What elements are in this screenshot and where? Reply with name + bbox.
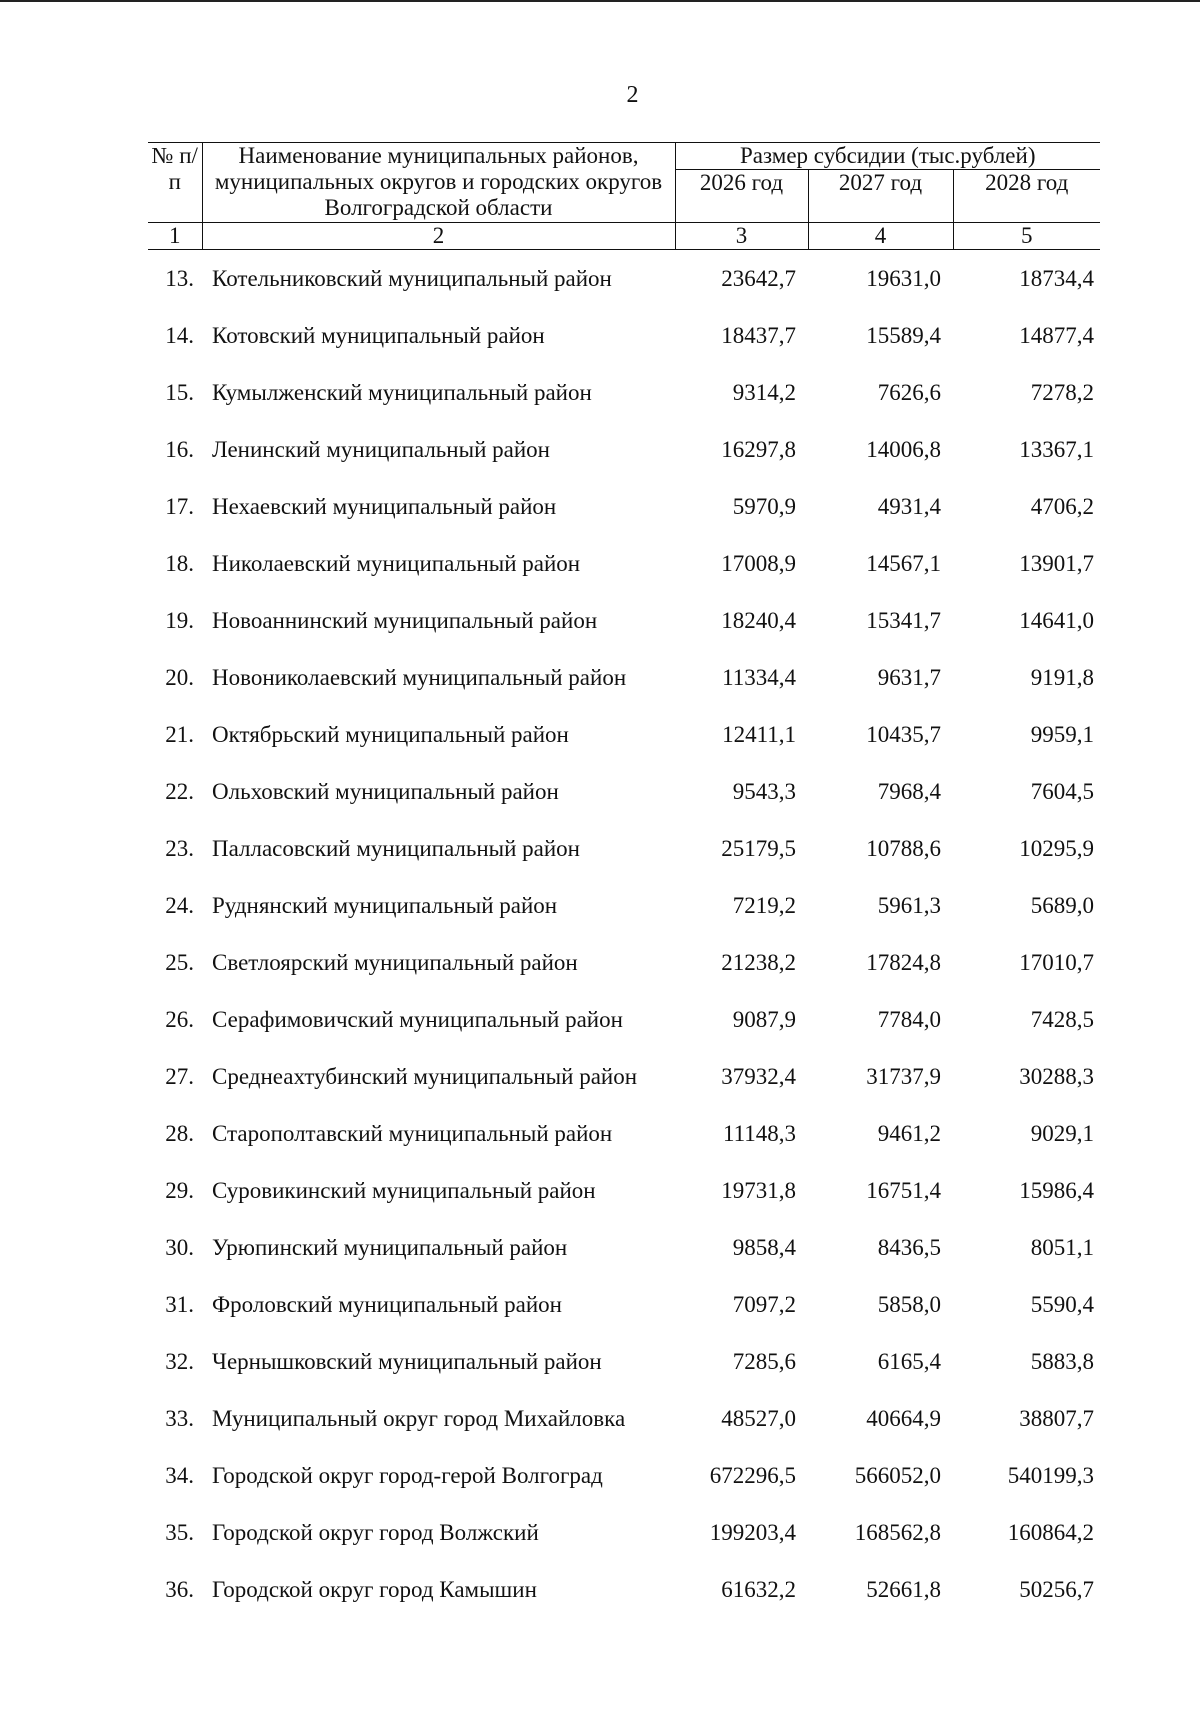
row-value-2028: 7604,5 [1030, 778, 1094, 804]
row-value-2027: 17824,8 [866, 949, 941, 975]
row-value-2027: 16751,4 [866, 1177, 941, 1203]
row-municipality-name: Городской округ город Камышин [212, 1576, 537, 1602]
header-year-2026: 2026 год [675, 170, 808, 223]
row-municipality-name: Суровикинский муниципальный район [212, 1177, 596, 1203]
row-value-2027: 15341,7 [866, 607, 941, 633]
row-number: 15. [165, 379, 194, 405]
row-number: 17. [165, 493, 194, 519]
row-value-2027: 31737,9 [866, 1063, 941, 1089]
header-col-number: № п/п [148, 143, 202, 223]
row-value-2026: 19731,8 [721, 1177, 796, 1203]
header-index-4: 4 [808, 223, 953, 250]
row-number: 31. [165, 1291, 194, 1317]
row-value-2028: 14641,0 [1019, 607, 1094, 633]
row-value-2028: 13901,7 [1019, 550, 1094, 576]
table-row [148, 1390, 1100, 1447]
row-municipality-name: Светлоярский муниципальный район [212, 949, 578, 975]
row-number: 27. [165, 1063, 194, 1089]
row-value-2027: 5961,3 [877, 892, 941, 918]
table-row [148, 934, 1100, 991]
row-municipality-name: Ленинский муниципальный район [212, 436, 550, 462]
row-municipality-name: Старополтавский муниципальный район [212, 1120, 613, 1146]
row-value-2026: 25179,5 [721, 835, 796, 861]
row-value-2028: 5590,4 [1030, 1291, 1094, 1317]
row-value-2026: 48527,0 [721, 1405, 796, 1431]
row-value-2028: 540199,3 [1007, 1462, 1094, 1488]
row-value-2027: 10788,6 [866, 835, 941, 861]
row-value-2028: 9029,1 [1030, 1120, 1094, 1146]
row-number: 26. [165, 1006, 194, 1032]
header-index-3: 3 [675, 223, 808, 250]
table-row [148, 1333, 1100, 1390]
row-number: 24. [165, 892, 194, 918]
row-value-2026: 12411,1 [722, 721, 796, 747]
row-value-2027: 14006,8 [866, 436, 941, 462]
table-row [148, 478, 1100, 535]
header-year-2028: 2028 год [985, 170, 1069, 195]
table-row [148, 706, 1100, 763]
table-row [148, 991, 1100, 1048]
row-value-2027: 7968,4 [877, 778, 941, 804]
row-value-2027: 566052,0 [854, 1462, 941, 1488]
table-row [148, 877, 1100, 934]
row-value-2026: 18437,7 [721, 322, 796, 348]
row-value-2028: 38807,7 [1019, 1405, 1094, 1431]
header-col-name: Наименование муниципальных районов, муниципальных округов и городских округов Волгоградской области [202, 143, 675, 223]
row-value-2028: 4706,2 [1030, 493, 1094, 519]
row-value-2028: 30288,3 [1019, 1063, 1094, 1089]
row-municipality-name: Городской округ город-герой Волгоград [212, 1462, 603, 1488]
row-value-2026: 7219,2 [732, 892, 796, 918]
table-row [148, 1504, 1100, 1561]
row-number: 19. [165, 607, 194, 633]
row-municipality-name: Руднянский муниципальный район [212, 892, 558, 918]
row-number: 16. [165, 436, 194, 462]
row-value-2026: 7285,6 [732, 1348, 796, 1374]
row-number: 21. [165, 721, 194, 747]
row-value-2026: 17008,9 [721, 550, 796, 576]
row-municipality-name: Котовский муниципальный район [212, 322, 545, 348]
table-row [148, 1048, 1100, 1105]
row-value-2028: 9959,1 [1030, 721, 1094, 747]
row-value-2027: 10435,7 [866, 721, 941, 747]
row-value-2028: 17010,7 [1019, 949, 1094, 975]
row-value-2026: 23642,7 [721, 265, 796, 291]
row-value-2027: 7626,6 [877, 379, 941, 405]
row-value-2027: 40664,9 [866, 1405, 941, 1431]
row-value-2027: 19631,0 [866, 265, 941, 291]
row-municipality-name: Фроловский муниципальный район [212, 1291, 562, 1317]
row-value-2027: 9631,7 [877, 664, 941, 690]
row-value-2027: 168562,8 [854, 1519, 941, 1545]
table-row [148, 820, 1100, 877]
row-value-2027: 9461,2 [877, 1120, 941, 1146]
page-number: 2 [626, 82, 639, 108]
row-value-2026: 18240,4 [721, 607, 796, 633]
table-row [148, 1561, 1100, 1618]
header-row-indices [148, 223, 1100, 250]
row-municipality-name: Чернышковский муниципальный район [212, 1348, 602, 1374]
row-value-2027: 5858,0 [877, 1291, 941, 1317]
row-municipality-name: Новониколаевский муниципальный район [212, 664, 627, 690]
row-value-2027: 8436,5 [877, 1234, 941, 1260]
row-value-2027: 14567,1 [866, 550, 941, 576]
row-number: 20. [165, 664, 194, 690]
row-municipality-name: Новоаннинский муниципальный район [212, 607, 598, 633]
row-value-2028: 14877,4 [1019, 322, 1094, 348]
row-value-2028: 15986,4 [1019, 1177, 1094, 1203]
row-value-2027: 52661,8 [866, 1576, 941, 1602]
row-municipality-name: Котельниковский муниципальный район [212, 265, 612, 291]
table-row [148, 592, 1100, 649]
row-value-2027: 15589,4 [866, 322, 941, 348]
row-number: 13. [165, 265, 194, 291]
row-value-2026: 7097,2 [732, 1291, 796, 1317]
header-index-1: 1 [148, 223, 202, 250]
row-value-2026: 9314,2 [732, 379, 796, 405]
row-value-2026: 21238,2 [721, 949, 796, 975]
row-municipality-name: Муниципальный округ город Михайловка [212, 1405, 626, 1431]
table-body [148, 250, 1100, 1619]
row-value-2027: 4931,4 [877, 493, 941, 519]
row-municipality-name: Октябрьский муниципальный район [212, 721, 569, 747]
row-municipality-name: Среднеахтубинский муниципальный район [212, 1063, 638, 1089]
row-number: 28. [165, 1120, 194, 1146]
table-row [148, 1105, 1100, 1162]
row-value-2028: 5689,0 [1030, 892, 1094, 918]
row-municipality-name: Урюпинский муниципальный район [212, 1234, 568, 1260]
header-index-5: 5 [953, 223, 1100, 250]
row-value-2028: 5883,8 [1030, 1348, 1094, 1374]
row-number: 23. [165, 835, 194, 861]
table-row [148, 1276, 1100, 1333]
row-number: 34. [165, 1462, 194, 1488]
row-value-2026: 199203,4 [709, 1519, 796, 1545]
row-municipality-name: Ольховский муниципальный район [212, 778, 559, 804]
row-number: 35. [165, 1519, 194, 1545]
row-value-2026: 9543,3 [732, 778, 796, 804]
row-municipality-name: Палласовский муниципальный район [212, 835, 580, 861]
row-number: 18. [165, 550, 194, 576]
row-municipality-name: Николаевский муниципальный район [212, 550, 581, 576]
table-row [148, 250, 1100, 308]
row-municipality-name: Серафимовичский муниципальный район [212, 1006, 623, 1032]
table-row [148, 763, 1100, 820]
table-row [148, 421, 1100, 478]
row-value-2027: 7784,0 [877, 1006, 941, 1032]
row-value-2026: 16297,8 [721, 436, 796, 462]
top-border-line [0, 0, 1200, 2]
row-municipality-name: Кумылженский муниципальный район [212, 379, 592, 405]
table-row [148, 364, 1100, 421]
row-number: 30. [165, 1234, 194, 1260]
subsidy-table-container [148, 142, 1100, 1618]
table-header [148, 143, 1100, 250]
row-value-2026: 61632,2 [721, 1576, 796, 1602]
row-value-2028: 9191,8 [1030, 664, 1094, 690]
row-value-2028: 7278,2 [1030, 379, 1094, 405]
row-number: 14. [165, 322, 194, 348]
row-value-2028: 50256,7 [1019, 1576, 1094, 1602]
table-row [148, 1219, 1100, 1276]
row-number: 32. [165, 1348, 194, 1374]
table-row [148, 649, 1100, 706]
row-value-2028: 13367,1 [1019, 436, 1094, 462]
row-value-2026: 37932,4 [721, 1063, 796, 1089]
row-value-2026: 9858,4 [732, 1234, 796, 1260]
row-number: 36. [165, 1576, 194, 1602]
header-col-subsidy-size: Размер субсидии (тыс.рублей) [675, 143, 1100, 170]
row-number: 29. [165, 1177, 194, 1203]
table-row [148, 307, 1100, 364]
row-municipality-name: Городской округ город Волжский [212, 1519, 539, 1545]
table-row [148, 1447, 1100, 1504]
header-year-2027: 2027 год [808, 170, 953, 223]
row-number: 22. [165, 778, 194, 804]
subsidy-table [148, 142, 1100, 1618]
row-value-2026: 11148,3 [722, 1120, 796, 1146]
header-row-main [148, 143, 1100, 170]
row-value-2028: 10295,9 [1019, 835, 1094, 861]
row-value-2028: 7428,5 [1030, 1006, 1094, 1032]
row-value-2026: 9087,9 [732, 1006, 796, 1032]
row-value-2028: 160864,2 [1007, 1519, 1094, 1545]
table-row [148, 1162, 1100, 1219]
row-value-2026: 11334,4 [722, 664, 796, 690]
header-index-2: 2 [202, 223, 675, 250]
row-value-2026: 672296,5 [709, 1462, 796, 1488]
row-value-2027: 6165,4 [877, 1348, 941, 1374]
row-value-2028: 18734,4 [1019, 265, 1094, 291]
row-value-2028: 8051,1 [1030, 1234, 1094, 1260]
row-number: 25. [165, 949, 194, 975]
row-municipality-name: Нехаевский муниципальный район [212, 493, 557, 519]
row-value-2026: 5970,9 [732, 493, 796, 519]
row-number: 33. [165, 1405, 194, 1431]
table-row [148, 535, 1100, 592]
